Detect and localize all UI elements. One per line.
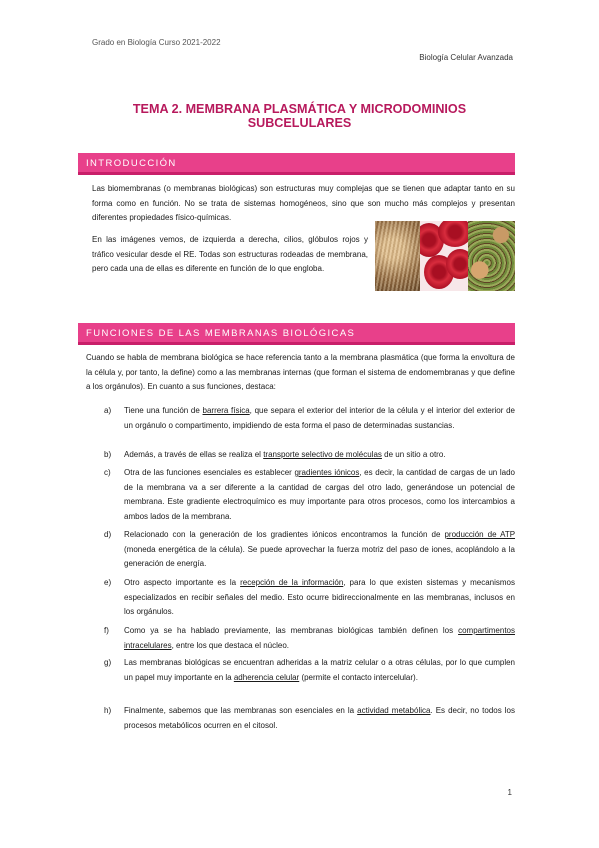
list-item-text: Relacionado con la generación de los gradientes iónicos encontramos la función de producción de ATP (moneda energética de la célula). Se puede aprovechar la fuerza motriz del paso de iones, acoplándolo a la generación de energía. xyxy=(124,530,516,569)
list-item-text: Como ya se ha hablado previamente, las membranas biológicas también definen los compartimentos intracelulares, entre los que destaca el núcleo. xyxy=(124,626,515,650)
list-item-label: d) xyxy=(104,530,112,539)
section-heading-introduccion: INTRODUCCIÓN xyxy=(78,153,515,175)
list-item-text: Las membranas biológicas se encuentran adheridas a la matriz celular o a otras células, por lo que cumplen un papel muy importante en la adherencia celular (permite el contacto intercelular). xyxy=(124,658,515,682)
list-item-text: Otro aspecto importante es la recepción de la información, para lo que existen sistemas y mecanismos especializados en recibir señales del medio. Esto ocurre bidireccionalmente en las membranas, inclusos en los orgánulos. xyxy=(124,578,515,617)
list-item-text: Además, a través de ellas se realiza el transporte selectivo de moléculas de un sitio a otro. xyxy=(124,450,446,459)
page-number: 1 xyxy=(507,788,512,797)
membrane-images xyxy=(375,221,515,291)
list-item xyxy=(92,448,515,463)
list-item xyxy=(92,624,515,653)
list-item-label: b) xyxy=(104,450,112,459)
list-item xyxy=(92,656,515,685)
list-item-label: e) xyxy=(104,578,112,587)
red-blood-cells-image xyxy=(420,221,468,291)
list-item xyxy=(92,576,515,620)
intro-paragraph-1: Las biomembranas (o membranas biológicas) son estructuras muy complejas que se tienen que adaptar tanto en su forma como en función. No se trata de sistemas homogéneos, sino que son mucho más complejos y presentan diferentes propiedades físico-químicas. xyxy=(92,184,515,223)
vesicular-traffic-image xyxy=(468,221,515,291)
list-item-label: h) xyxy=(104,706,112,715)
intro-paragraph-2: En las imágenes vemos, de izquierda a derecha, cilios, glóbulos rojos y tráfico vesicular desde el RE. Todas son estructuras rodeadas de membrana, pero cada una de ellas es diferente en función de lo que engloba. xyxy=(92,235,368,274)
list-item-label: g) xyxy=(104,658,112,667)
section-heading-funciones: FUNCIONES DE LAS MEMBRANAS BIOLÓGICAS xyxy=(78,323,515,345)
list-item-label: f) xyxy=(104,626,109,635)
list-item xyxy=(92,466,515,524)
list-item xyxy=(92,404,515,433)
funciones-intro-paragraph: Cuando se habla de membrana biológica se hace referencia tanto a la membrana plasmática (que forma la envoltura de la célula y, por tanto, la define) como a las membranas internas (que forman el sistema de endomembranas y que define a los orgánulos). En cuanto a sus funciones, destaca: xyxy=(86,353,515,392)
list-item-label: c) xyxy=(104,468,111,477)
list-item xyxy=(92,528,515,572)
list-item-label: a) xyxy=(104,406,112,415)
list-item xyxy=(92,704,515,733)
header-subject: Biología Celular Avanzada xyxy=(419,53,513,62)
cilia-image xyxy=(375,221,420,291)
list-item-text: Tiene una función de barrera física, que separa el exterior del interior de la célula y el interior del exterior de un orgánulo o compartimento, impidiendo de esta forma el paso de determinadas sustancias. xyxy=(124,406,516,430)
list-item-text: Otra de las funciones esenciales es establecer gradientes iónicos, es decir, la cantidad de cargas de un lado de la membrana va a ser diferente a la cantidad de cargas del otro lado, generándose un potencial de membrana. Este gradiente electroquímico es muy importante para otros procesos, como los intercambios a ambos lados de la membrana. xyxy=(124,468,516,521)
list-item-text: Finalmente, sabemos que las membranas son esenciales en la actividad metabólica. Es decir, no todos los procesos metabólicos ocurren en el citosol. xyxy=(124,706,515,730)
page-title: TEMA 2. MEMBRANA PLASMÁTICA Y MICRODOMINIOS SUBCELULARES xyxy=(132,102,467,130)
header-course: Grado en Biología Curso 2021-2022 xyxy=(92,38,221,47)
